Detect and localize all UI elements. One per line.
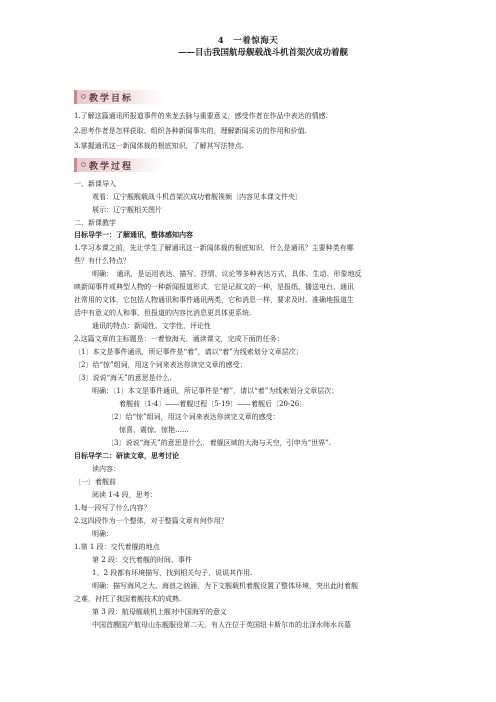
goal-item: 1.了解这篇通讯所报道事件的来龙去脉与重要意义，感受作者在作品中表达的情感. [74,112,328,120]
text-line: 明确：描写海风之大、海浪之汹涌，为下文舰载机着舰设置了整体环境，突出此时着舰 [92,582,358,590]
text-line: 展示：辽宁舰相关图片 [92,206,162,214]
section-heading: 教学过程 [89,162,134,172]
text-line: 活中有意义的人和事，但报道的内容比消息更具体更系统. [74,309,252,317]
text-line: 2.这篇文章的主标题是：一着惊海天．通读课文，完成下面的任务： [74,335,284,343]
text-line: 明确： [92,530,113,538]
text-line: 二、新课教学 [74,219,116,227]
document-subtitle: ——目击我国航母舰载战斗机首架次成功着舰 [177,48,348,58]
text-line: 〔3〕说说“海天”的意思是什么．着舰区域的大海与天空，引申为“世界”. [107,439,331,447]
text-line: 观看：辽宁舰舰载战斗机首架次成功着舰视频〔内容见本课文件夹〕 [92,193,302,201]
text-line: 一、新课导入 [74,180,116,188]
text-line: 着舰前〔1-4〕——着舰过程〔5-19〕——着舰后〔20-26〕 [119,400,307,408]
text-line: 阅读 1-4 段，思考： [92,491,157,499]
banner-bullet-icon [81,162,86,167]
text-line: 〔3〕说说“海天”的意思是什么. [74,374,172,382]
text-line: 1.每一段写了什么内容？ [74,504,151,512]
goal-subheading: 目标导学二：研读文章，思考讨论 [74,452,179,460]
text-line: 2.这四段作为一个整体，对于整篇文章有何作用？ [74,517,228,525]
text-line: 第 3 段：航母舰载机上舰对中国海军的意义 [92,608,227,616]
goal-item: 3.掌握通讯这一新闻体裁的根底知识，了解其写法特点. [74,142,244,150]
section-banner-teaching-goals [74,90,164,104]
text-line: 〔2〕给“惊”组词，用这个词来表达你读完文章的感受： [107,413,280,421]
text-line: 读内容： [92,465,120,473]
text-line: 明确： 通讯，是运用表达、描写、抒情、议论等多种表达方式，具体、生动、形象地反 [92,270,362,278]
section-heading: 教学目标 [89,94,134,104]
text-line: 映新闻事件或典型人物的一种新闻报道形式．它是记叙文的一种，是报纸、播送电台、通讯 [74,283,354,291]
text-line: 1.第 1 段：交代着舰的地点 [74,543,160,551]
text-line: 1.学习本课之前，先让学生了解通讯这一新闻体裁的根底知识．什么是通讯？主要种类有哪 [74,244,354,252]
goal-subheading: 目标导学一：了解通讯，整体感知内容 [74,231,193,239]
text-line: 通讯的特点：新闻性、文学性、评论性 [92,322,211,330]
text-line: 之难，衬托了我国着舰技术的成熟. [74,595,182,603]
text-line: 〔1〕本文是事件通讯，所记事件是“着”，请以“着”为线索划分文章层次； [74,348,303,356]
document-title: 4 一着惊海天 [217,36,279,46]
text-line: 〔一〕着舰前 [74,478,116,486]
text-line: 惊喜、震惊、惊艳…… [119,426,189,434]
section-banner-teaching-process [74,158,164,172]
text-line: 社常用的文体．它包括人物通讯和事件通讯两类，它和消息一样，要求及时、准确地报道生 [74,296,354,304]
text-line: 第 2 段：交代着舰的时间、事件 [92,556,192,564]
text-line: 〔2〕给“惊”组词，用这个词来表达你读完文章的感受； [74,361,247,369]
text-line: 些？有什么特点？ [74,257,130,265]
text-line: 明确：〔1〕本文是事件通讯，所记事件是“着”，请以“着”为线索划分文章层次； [92,387,339,395]
goal-item: 2.思考作者是怎样获取、组织各种新闻事实的，理解新闻采访的作用和价值. [74,127,307,135]
text-line: 1、2 段都有环境描写，找到相关句子，说说其作用. [92,569,253,577]
banner-bullet-icon [81,94,86,99]
text-line: 中国首艘国产航母山东舰服役第二天，有人在位于英国纽卡斯尔市的北泽水师水兵墓 [92,621,351,629]
